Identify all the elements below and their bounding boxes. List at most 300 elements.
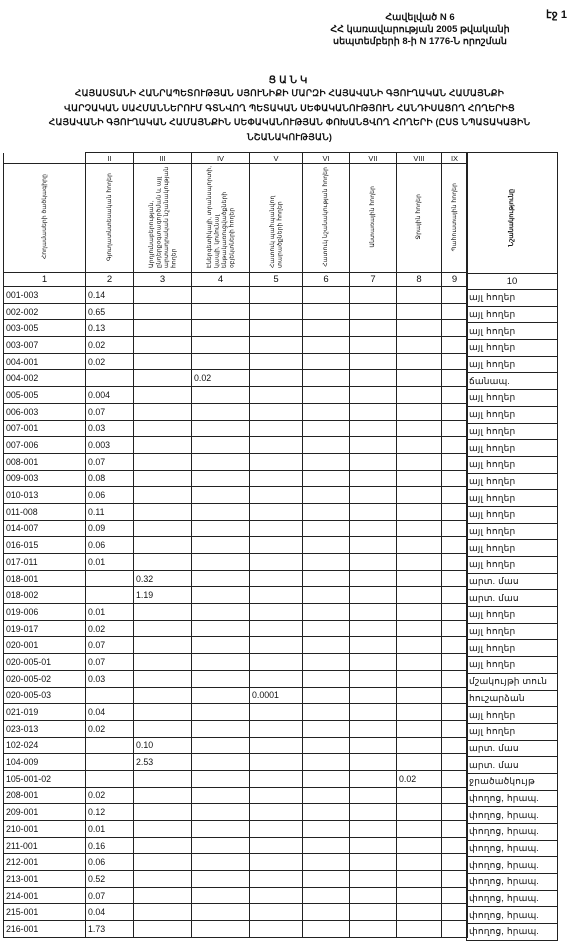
table-row [4,854,468,871]
header-purpose: Նշանակությունը [467,165,558,274]
purpose-row [467,423,558,440]
purpose-cell: այլ հողեր [467,506,558,523]
area-cell-c2: 0.004 [86,387,134,404]
area-cell-c2: 0.12 [86,804,134,821]
column-number-row [4,273,468,287]
area-cell-c7 [350,503,397,520]
purpose-row [467,824,558,841]
area-cell-c3 [134,353,192,370]
area-cell-c7 [350,704,397,721]
parcel-code-cell: 010-013 [4,487,86,504]
area-cell-c4 [192,470,250,487]
parcel-code-cell: 008-001 [4,453,86,470]
area-cell-c4 [192,520,250,537]
area-cell-c3 [134,770,192,787]
area-cell-c3 [134,370,192,387]
area-cell-c7 [350,337,397,354]
area-cell-c7 [350,921,397,938]
area-cell-c3 [134,687,192,704]
area-cell-c3 [134,804,192,821]
area-cell-c9 [442,704,468,721]
purpose-row [467,740,558,757]
area-cell-c8 [397,604,442,621]
purpose-row [467,456,558,473]
area-cell-c8 [397,470,442,487]
area-cell-c7 [350,770,397,787]
area-cell-c3 [134,387,192,404]
area-cell-c2: 0.02 [86,353,134,370]
heading-line-1: ՀԱՅԱՍՏԱՆԻ ՀԱՆՐԱՊԵՏՈՒԹՅԱՆ ՍՅՈՒՆԻՔԻ ՄԱՐԶԻ ՀԱՅԱՎԱՆԻ ԳՅՈՒՂԱԿԱՆ ՀԱՄԱՅՆՔԻ [74,88,505,98]
header-special: Հատուկ նշանակության հողեր [303,164,350,273]
table-row [4,620,468,637]
area-cell-c2: 0.02 [86,787,134,804]
area-cell-c3 [134,604,192,621]
area-cell-c4 [192,570,250,587]
area-cell-c7 [350,520,397,537]
purpose-cell: այլ հողեր [467,490,558,507]
area-cell-c6 [303,387,350,404]
table-row [4,370,468,387]
area-cell-c7 [350,420,397,437]
area-cell-c3 [134,487,192,504]
area-cell-c4 [192,921,250,938]
area-cell-c2: 0.01 [86,554,134,571]
purpose-row [467,473,558,490]
table-row [4,353,468,370]
area-cell-c2: 0.07 [86,403,134,420]
table-row [4,704,468,721]
purpose-cell: այլ հողեր [467,290,558,307]
parcel-code-cell: 011-008 [4,503,86,520]
area-cell-c9 [442,887,468,904]
purpose-cell: այլ հողեր [467,723,558,740]
area-cell-c2: 0.07 [86,453,134,470]
area-cell-c6 [303,453,350,470]
col-num-5: 5 [250,273,303,287]
purpose-cell: մշակույթի տուն [467,673,558,690]
area-cell-c2: 0.02 [86,337,134,354]
header-code: Հողամասերի ծածկագիրը [4,164,86,273]
area-cell-c7 [350,670,397,687]
area-cell-c8 [397,837,442,854]
area-cell-c2 [86,754,134,771]
area-cell-c8 [397,554,442,571]
purpose-cell: արտ. մաս [467,590,558,607]
col-num-9: 9 [442,273,468,287]
table-row [4,821,468,838]
parcel-code-cell: 001-003 [4,287,86,304]
area-cell-c9 [442,821,468,838]
area-cell-c8 [397,887,442,904]
purpose-cell: արտ. մաս [467,757,558,774]
area-cell-c3 [134,437,192,454]
purpose-cell: այլ հողեր [467,557,558,574]
area-cell-c4 [192,604,250,621]
area-cell-c5 [250,420,303,437]
purpose-row [467,306,558,323]
parcel-code-cell: 003-007 [4,337,86,354]
table-body [4,287,468,938]
header-reserve: Պահուստային հողեր [442,164,468,273]
area-cell-c2: 0.06 [86,487,134,504]
area-cell-c6 [303,570,350,587]
purpose-cell: փողոց, հրապ. [467,890,558,907]
purpose-cell: այլ հողեր [467,473,558,490]
area-cell-c3 [134,670,192,687]
area-cell-c2 [86,587,134,604]
area-cell-c3 [134,503,192,520]
parcel-code-cell: 004-002 [4,370,86,387]
appendix-line-1: Հավելված N 6 [385,12,455,23]
area-cell-c4 [192,737,250,754]
area-cell-c9 [442,804,468,821]
area-cell-c3 [134,287,192,304]
area-cell-c9 [442,654,468,671]
area-cell-c4: 0.02 [192,370,250,387]
area-cell-c8 [397,904,442,921]
area-cell-c6 [303,654,350,671]
area-cell-c9 [442,520,468,537]
area-cell-c4 [192,837,250,854]
table-row [4,570,468,587]
area-cell-c6 [303,604,350,621]
purpose-cell: այլ հողեր [467,456,558,473]
purpose-row [467,673,558,690]
area-cell-c5 [250,287,303,304]
table-row [4,503,468,520]
purpose-row [467,773,558,790]
table-row [4,654,468,671]
purpose-row [467,790,558,807]
purpose-cell: այլ հողեր [467,707,558,724]
area-cell-c8 [397,687,442,704]
parcel-code-cell: 105-001-02 [4,770,86,787]
area-cell-c5 [250,720,303,737]
area-cell-c3 [134,871,192,888]
area-cell-c6 [303,887,350,904]
area-cell-c5 [250,470,303,487]
area-cell-c2: 0.03 [86,420,134,437]
purpose-cell: այլ հողեր [467,356,558,373]
purpose-row [467,323,558,340]
area-cell-c9 [442,453,468,470]
area-cell-c6 [303,837,350,854]
area-cell-c5 [250,570,303,587]
land-table [3,152,468,938]
parcel-code-cell: 215-001 [4,904,86,921]
area-cell-c4 [192,587,250,604]
area-cell-c2: 0.02 [86,620,134,637]
area-cell-c5 [250,604,303,621]
purpose-cell: փողոց, հրապ. [467,857,558,874]
purpose-cell: այլ հողեր [467,423,558,440]
area-cell-c5 [250,453,303,470]
area-cell-c6 [303,587,350,604]
col-num-1: 1 [4,273,86,287]
purpose-row [467,707,558,724]
area-cell-c7 [350,320,397,337]
table-row [4,637,468,654]
area-cell-c7 [350,737,397,754]
area-cell-c3: 2.53 [134,754,192,771]
area-cell-c8 [397,570,442,587]
area-cell-c7 [350,437,397,454]
area-cell-c3 [134,787,192,804]
area-cell-c8 [397,754,442,771]
area-cell-c8 [397,353,442,370]
area-cell-c7 [350,554,397,571]
purpose-cell: այլ հողեր [467,540,558,557]
area-cell-c5 [250,337,303,354]
area-cell-c9 [442,754,468,771]
area-cell-c8 [397,287,442,304]
area-cell-c9 [442,720,468,737]
area-cell-c3 [134,420,192,437]
area-cell-c3 [134,854,192,871]
area-cell-c7 [350,353,397,370]
area-cell-c8 [397,821,442,838]
roman-numeral-row [4,153,468,164]
area-cell-c9 [442,620,468,637]
area-cell-c6 [303,554,350,571]
area-cell-c9 [442,437,468,454]
area-cell-c8 [397,720,442,737]
area-cell-c5: 0.0001 [250,687,303,704]
area-cell-c4 [192,353,250,370]
table-row [4,787,468,804]
table-row [4,837,468,854]
area-cell-c3: 1.19 [134,587,192,604]
parcel-code-cell: 014-007 [4,520,86,537]
area-cell-c7 [350,604,397,621]
purpose-cell: արտ. մաս [467,740,558,757]
table-row [4,670,468,687]
area-cell-c4 [192,320,250,337]
area-cell-c8 [397,437,442,454]
area-cell-c3 [134,620,192,637]
area-cell-c6 [303,637,350,654]
purpose-row [467,657,558,674]
parcel-code-cell: 004-001 [4,353,86,370]
area-cell-c6 [303,720,350,737]
area-cell-c9 [442,871,468,888]
area-cell-c9 [442,837,468,854]
area-cell-c4 [192,804,250,821]
area-cell-c9 [442,370,468,387]
parcel-code-cell: 021-019 [4,704,86,721]
area-cell-c4 [192,654,250,671]
area-cell-c6 [303,687,350,704]
purpose-cell: արտ. մաս [467,573,558,590]
area-cell-c2: 0.06 [86,537,134,554]
area-cell-c5 [250,770,303,787]
appendix-reference [300,12,540,48]
area-cell-c5 [250,704,303,721]
area-cell-c2: 0.65 [86,303,134,320]
area-cell-c6 [303,804,350,821]
area-cell-c3 [134,520,192,537]
area-cell-c4 [192,537,250,554]
area-cell-c4 [192,720,250,737]
area-cell-c8 [397,654,442,671]
purpose-cell: այլ հողեր [467,657,558,674]
parcel-code-cell: 020-005-03 [4,687,86,704]
area-cell-c7 [350,403,397,420]
area-cell-c2: 1.73 [86,921,134,938]
area-cell-c3 [134,921,192,938]
parcel-code-cell: 017-011 [4,554,86,571]
area-cell-c8 [397,704,442,721]
table-row [4,887,468,904]
purpose-cell: փողոց, հրապ. [467,824,558,841]
area-cell-c7 [350,821,397,838]
area-cell-c4 [192,620,250,637]
area-cell-c9 [442,570,468,587]
area-cell-c3 [134,303,192,320]
purpose-row [467,890,558,907]
area-cell-c9 [442,387,468,404]
area-cell-c7 [350,370,397,387]
area-cell-c9 [442,637,468,654]
purpose-row [467,506,558,523]
parcel-code-cell: 214-001 [4,887,86,904]
area-cell-c7 [350,654,397,671]
area-cell-c3 [134,720,192,737]
purpose-cell: փողոց, հրապ. [467,874,558,891]
table-row [4,420,468,437]
roman-9: IX [442,153,468,164]
table-row [4,804,468,821]
area-cell-c2: 0.52 [86,871,134,888]
area-cell-c7 [350,537,397,554]
purpose-row [467,907,558,924]
area-cell-c7 [350,470,397,487]
area-cell-c8 [397,854,442,871]
parcel-code-cell: 003-005 [4,320,86,337]
purpose-cell: ճանապ. [467,373,558,390]
area-cell-c7 [350,854,397,871]
purpose-row [467,807,558,824]
area-cell-c9 [442,770,468,787]
purpose-cell: այլ հողեր [467,390,558,407]
area-cell-c8 [397,303,442,320]
header-forest: Անտառային հողեր [350,164,397,273]
purpose-row [467,924,558,941]
area-cell-c7 [350,287,397,304]
area-cell-c5 [250,620,303,637]
purpose-body [467,290,558,941]
area-cell-c7 [350,587,397,604]
area-cell-c4 [192,503,250,520]
heading-line-3: ՀԱՅԱՎԱՆԻ ԳՅՈՒՂԱԿԱՆ ՀԱՄԱՅՆՔԻՆ ՍԵՓԱԿԱՆՈՒԹՅԱՆ ՓՈԽԱՆՑՎՈՂ ՀՈՂԵՐԻ (ԸՍՏ ՆՊԱՏԱԿԱՅԻՆ [48,117,531,127]
area-cell-c7 [350,904,397,921]
table-row [4,403,468,420]
table-row [4,487,468,504]
purpose-row [467,356,558,373]
area-cell-c2: 0.01 [86,604,134,621]
parcel-code-cell: 019-006 [4,604,86,621]
header-energy: Էներգետիկայի, տրանսպորտի, կապի, կոմունալ ենթակառուցվածքների օբյեկտների հողեր [192,164,250,273]
area-cell-c3 [134,637,192,654]
area-cell-c6 [303,871,350,888]
area-cell-c3 [134,887,192,904]
area-cell-c8 [397,637,442,654]
purpose-row [467,540,558,557]
area-cell-c6 [303,320,350,337]
area-cell-c5 [250,503,303,520]
col-num-10: 10 [467,274,558,290]
purpose-row [467,390,558,407]
area-cell-c8 [397,520,442,537]
purpose-row [467,623,558,640]
area-cell-c4 [192,337,250,354]
heading-line-2: ՎԱՐՉԱԿԱՆ ՍԱՀՄԱՆՆԵՐՈՒՄ ԳՏՆՎՈՂ ՊԵՏԱԿԱՆ ՍԵՓԱԿԱՆՈՒԹՅՈՒՆ ՀԱՆԴԻՍԱՑՈՂ ՀՈՂԵՐԻՑ [64,102,515,113]
purpose-row [467,690,558,707]
table-row [4,754,468,771]
area-cell-c9 [442,854,468,871]
area-cell-c7 [350,453,397,470]
area-cell-c9 [442,287,468,304]
area-cell-c5 [250,320,303,337]
area-cell-c6 [303,904,350,921]
purpose-cell: այլ հողեր [467,440,558,457]
parcel-code-cell: 007-006 [4,437,86,454]
purpose-row [467,757,558,774]
area-cell-c5 [250,370,303,387]
area-cell-c7 [350,887,397,904]
area-cell-c5 [250,754,303,771]
area-cell-c4 [192,787,250,804]
purpose-row [467,723,558,740]
purpose-row [467,290,558,307]
area-cell-c9 [442,503,468,520]
area-cell-c5 [250,871,303,888]
area-cell-c9 [442,921,468,938]
purpose-cell: այլ հողեր [467,323,558,340]
area-cell-c6 [303,437,350,454]
area-cell-c6 [303,503,350,520]
header-water: Ջրային հողեր [397,164,442,273]
table-row [4,604,468,621]
area-cell-c6 [303,403,350,420]
area-cell-c5 [250,437,303,454]
area-cell-c2 [86,370,134,387]
col-num-2: 2 [86,273,134,287]
purpose-row [467,874,558,891]
area-cell-c8 [397,370,442,387]
area-cell-c3 [134,337,192,354]
area-cell-c6 [303,370,350,387]
purpose-cell: փողոց, հրապ. [467,807,558,824]
area-cell-c9 [442,537,468,554]
area-cell-c8 [397,503,442,520]
parcel-code-cell: 005-005 [4,387,86,404]
area-cell-c3 [134,904,192,921]
area-cell-c9 [442,353,468,370]
area-cell-c9 [442,737,468,754]
purpose-cell: այլ հողեր [467,306,558,323]
parcel-code-cell: 102-024 [4,737,86,754]
area-cell-c8 [397,487,442,504]
area-cell-c6 [303,704,350,721]
area-cell-c4 [192,387,250,404]
roman-10-blank [467,153,558,166]
purpose-cell: հուշարձան [467,690,558,707]
area-cell-c9 [442,687,468,704]
area-cell-c3 [134,654,192,671]
area-cell-c5 [250,403,303,420]
area-cell-c5 [250,537,303,554]
